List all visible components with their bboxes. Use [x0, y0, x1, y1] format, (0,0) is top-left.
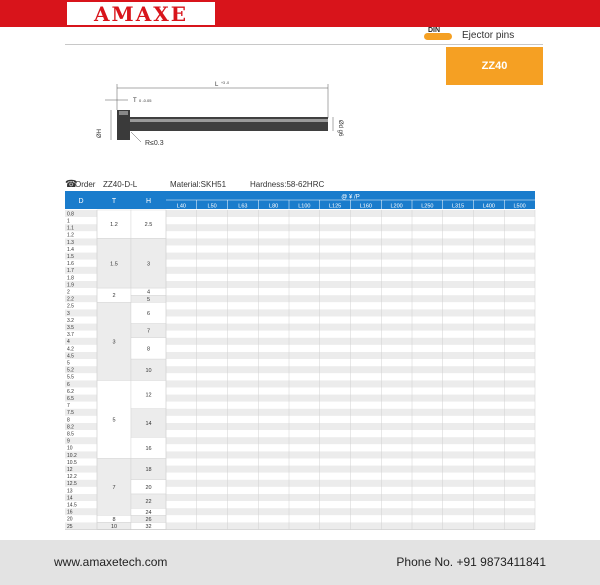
d-value: 1.4	[67, 246, 74, 253]
h-value: 7	[146, 328, 151, 335]
col-header-l80: L80	[269, 203, 279, 210]
h-value: 16	[145, 445, 152, 452]
d-value: 0.8	[67, 211, 74, 218]
d-cell-bg	[65, 288, 97, 295]
page-title: Ejector pins	[462, 30, 515, 41]
d-value: 8	[67, 417, 70, 424]
d-value: 1.3	[67, 239, 74, 246]
h-value: 4	[146, 289, 151, 296]
head-thickness-tol: 0 -0.05	[139, 98, 152, 103]
d-value: 9	[67, 438, 70, 445]
din-badge-text: DIN	[428, 27, 441, 34]
h-value: 20	[145, 484, 152, 491]
material-text: Material:SKH51	[170, 180, 227, 189]
d-value: 7.5	[67, 410, 74, 417]
diameter-label: Ød g6	[337, 120, 343, 137]
d-value: 12.5	[67, 481, 77, 488]
d-value: 4	[67, 339, 70, 346]
d-value: 6.2	[67, 388, 74, 395]
d-value: 6	[67, 381, 70, 388]
d-value: 1.2	[67, 232, 74, 239]
d-cell-bg	[65, 416, 97, 423]
footer-bar	[0, 540, 600, 585]
col-header-d: D	[78, 198, 84, 205]
d-value: 1.8	[67, 275, 74, 282]
col-header-l63: L63	[238, 203, 248, 210]
d-value: 10.2	[67, 452, 77, 459]
d-value: 13	[67, 488, 73, 495]
d-value: 1.7	[67, 268, 74, 275]
d-value: 3.5	[67, 325, 74, 331]
t-value: 2	[112, 293, 116, 300]
d-value: 8.2	[67, 424, 74, 431]
d-cell-bg	[65, 309, 97, 316]
d-value: 1.6	[67, 261, 74, 268]
d-value: 20	[67, 516, 73, 523]
website-link[interactable]: www.amaxetech.com	[54, 555, 168, 569]
h-value: 8	[146, 346, 151, 353]
col-header-l315: L315	[452, 203, 465, 210]
h-value: 24	[145, 509, 152, 516]
t-value: 10	[110, 523, 118, 530]
t-value: 1.5	[110, 261, 118, 268]
col-header-l40: L40	[176, 203, 186, 210]
col-header-l160: L160	[359, 203, 372, 210]
d-value: 10.5	[67, 459, 77, 466]
model-tab: ZZ40	[446, 47, 543, 85]
d-cell-bg	[65, 359, 97, 366]
length-label: L	[215, 82, 219, 88]
col-header-l400: L400	[482, 203, 495, 210]
d-value: 25	[67, 523, 73, 530]
order-code: ZZ40-D-L	[103, 180, 138, 189]
d-cell-bg	[65, 380, 97, 387]
radius-label: R≤0.3	[145, 140, 164, 147]
t-value: 3	[112, 339, 116, 346]
phone-number[interactable]: Phone No. +91 9873411841	[396, 555, 546, 569]
d-value: 12.2	[67, 474, 77, 481]
d-value: 2.2	[67, 296, 74, 303]
col-header-l100: L100	[298, 203, 311, 210]
d-value: 6.5	[67, 396, 74, 402]
h-value: 12	[145, 392, 152, 399]
h-value: 2.5	[144, 222, 153, 229]
d-value: 14.5	[67, 502, 77, 509]
col-header-l125: L125	[329, 203, 342, 210]
h-value: 14	[145, 421, 152, 427]
d-value: 10	[67, 445, 73, 452]
d-cell-bg	[65, 402, 97, 409]
price-header: @ ¥ /P	[341, 194, 360, 201]
col-header-l250: L250	[421, 203, 434, 210]
d-value: 1	[67, 218, 70, 225]
d-value: 4.2	[67, 346, 74, 353]
d-value: 1.1	[67, 225, 74, 232]
d-value: 5.5	[67, 374, 74, 381]
t-value: 8	[112, 516, 116, 523]
d-value: 1.5	[67, 254, 74, 260]
h-value: 18	[145, 467, 152, 474]
col-header-l500: L500	[513, 203, 526, 210]
d-value: 16	[67, 509, 73, 516]
h-value: 10	[145, 367, 152, 374]
hardness-text: Hardness:58-62HRC	[250, 180, 325, 189]
d-value: 3	[67, 310, 70, 317]
col-header-t: T	[111, 198, 117, 205]
d-value: 12	[67, 467, 73, 473]
phone-icon: ☎	[65, 179, 78, 190]
t-value: 1.2	[110, 222, 118, 229]
head-dia-label: ØH	[97, 129, 103, 138]
d-value: 7	[67, 403, 70, 410]
d-cell-bg	[65, 437, 97, 444]
head-thickness-label: T	[133, 98, 137, 104]
d-value: 2	[67, 289, 70, 296]
d-value: 5	[67, 360, 70, 367]
d-value: 14	[67, 495, 73, 502]
t-value: 7	[112, 484, 116, 491]
length-tolerance: +3 -0	[221, 81, 230, 85]
col-header-h: H	[145, 198, 152, 205]
h-value: 22	[145, 499, 152, 506]
d-cell-bg	[65, 217, 97, 224]
col-header-l200: L200	[390, 203, 403, 210]
order-label: Order	[75, 180, 96, 189]
h-value: 26	[145, 516, 152, 523]
d-value: 3.2	[67, 317, 74, 324]
t-value: 5	[112, 417, 116, 424]
d-value: 4.5	[67, 353, 74, 360]
d-cell-bg	[65, 338, 97, 345]
d-value: 3.7	[67, 332, 74, 339]
d-value: 8.5	[67, 431, 74, 438]
d-value: 2.5	[67, 303, 74, 310]
h-value: 32	[145, 523, 152, 530]
h-value: 6	[146, 310, 151, 317]
logo-text: AMAXE	[94, 1, 188, 26]
d-value: 1.9	[67, 282, 74, 289]
d-value: 5.2	[67, 367, 74, 374]
h-value: 3	[146, 261, 151, 268]
h-value: 5	[146, 296, 151, 303]
col-header-l50: L50	[207, 203, 217, 210]
